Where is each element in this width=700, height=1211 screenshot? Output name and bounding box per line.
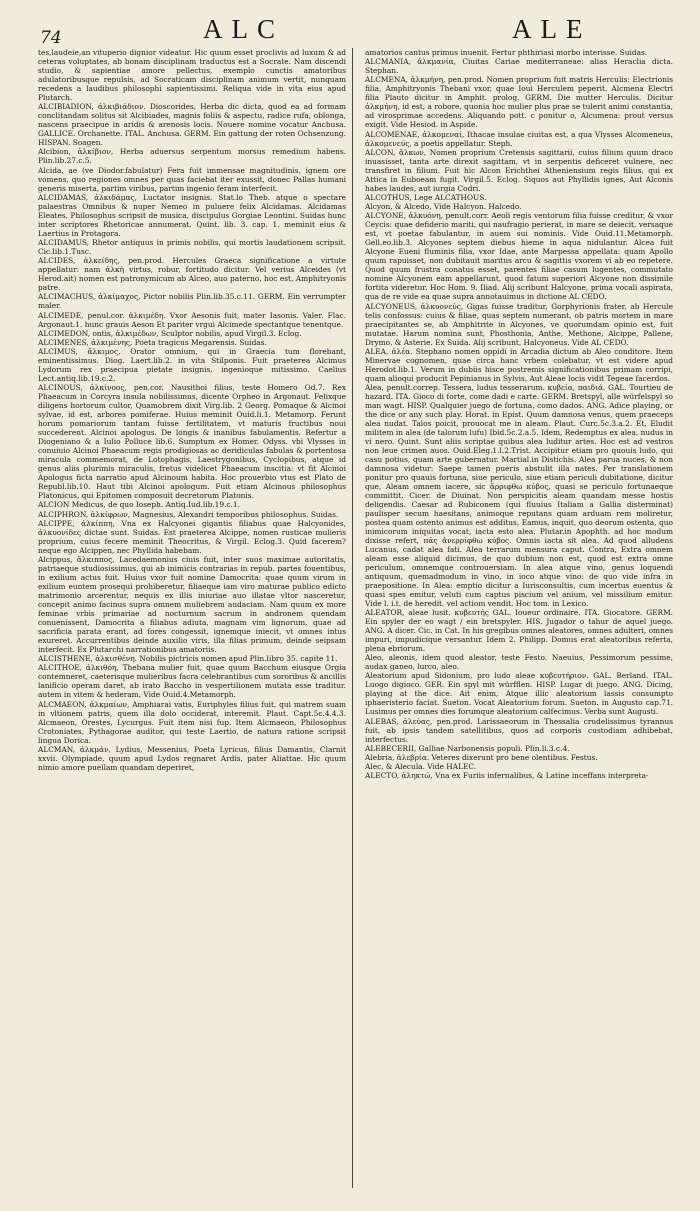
- right-column: [365, 48, 673, 1188]
- page-header: [0, 8, 700, 48]
- dictionary-entry: ALCMAN, ἀλκμάν, Lydius, Messenius, Poeta Lyricus, filius Damantis, Clarnit xxvii. Olympiade, quum apud Lydos regnaret Ardis, pater Aliattae. Hic quum nimio amore puellam quandam deperiret,: [38, 744, 346, 772]
- page-number: 74: [40, 28, 62, 48]
- dictionary-entry: ALCIMEDON, ontis, ἀλκιμέδων, Sculptor nobilis, apud Virgil.3. Eclog.: [38, 328, 302, 338]
- dictionary-entry: ALCYONE, ἀλκυόνη, penult.corr. Aeoli regis ventorum filia fuisse creditur, & vxor Ceycis: quae defiderio mariti, qui naufragio perierat, in mare se deiecit, versaque est, vt poetae fabulantur, in auem sui nominis. Vide Ouid.11.Metamorph. Gell.eo.lib.3. Alcyones septem diebus hieme in aqua nidulantur. Alcea fuit Alcyone Eueni fluminis filia, vxor Idae, ante Marpessa appellata: quam Apollo quum rapuisset, non dubitauit maritus arcu & sagittis vxorem vi ab eo repetere. Quod quum frustra conatus esset, parentes filiae casum lugentes, commutato nomine Alcyonem eam appellarunt, quod fatum superiori Alcyone non dissimile fortita videretur. Hoc Hom. 9. Iliad. Alij scribunt Halcyone, prima vocali aspirata, qua de re vide ea quae supra annotauimus in dictione AL CEDO.: [365, 211, 673, 302]
- dictionary-entry: ALCISTHENE, ἀλκισθένη. Nobilis pictricis nomen apud Plin.libro 35. capite 11.: [38, 654, 338, 664]
- dictionary-entry: ALCIBIADION, ἀλκιβιάδιον. Dioscorides, Herba dic dicta, quod ea ad formam conclitandam solitus sit Alcibiades, magnis foliis & aspectu, radice rufa, oblonga, nascens praecipue in aridis & arenosis locis. Nouere nomine vocatur Anchusa. GALLICE. Orchanette. ITAL. Anchusa. GERM. Ein gattung der roten Ochsenzung. HISPAN. Soagen.: [38, 102, 346, 148]
- dictionary-entry: Alea, penult.correp. Tessera, ludus tesserarum. κυβεία, παιδιά. GAL. Tourtieu de hazard. ITA. Gioco di forte, come dadi e carte. GERM. Bretspyl, alle würfelspyl so man wagt. HISP. Qualquier juego de fortuna, como dados. ANG. Adice playing, or the dice or any such play. Horat. in Epist. Quum damnosa venus, quem praeceps alea nudat. Talos poicit, prouocat me in aleam. Plaut. Curc.5c.3.a.2. Et, Eludit militem in alea (de talorum lufu) Ibid.5c.2.a.5. Idem, Redemptus ex alea, nudus in vi nero. Quint. Sunt aliis scriptae quibus alea luditur artes. Hoc est ad vestros non leue crimen auos. Ouid.Eleg.1.l.2.Trist. Accipitur etiam pro quouis ludo, qui casu potius, quam arte gubernatur. Martial.in Distichis. Alea parua nuces, & non damnosa videtur: Saepe tamen pueris abstulit illa nates. Per translationem ponitur pro quauis fortuna, siue periculo, siue etiam periculi dubitatione, dicitur que, Aleam omnem iacere, sic ἄρριφθω κύβος, quasi se periculo fortunaeque committit. Cicer. de Diuinat. Non perspicitis aleam quandam messe hostis deligendis. Caesar ad Rubiconem (qui fluuius Italiam a Gallia disterminat) paulisper secum haesitans, animoque reputans quam arduam rem moliretur, postea quam ostento animus est additus, Eamus, inquit, quo deorum ostenta, quo inimicorum iniquitas vocat, iacta esto alea. Plutar.in Apophth. ad hoc modum dixisse refert, πᾶς ἀνερρίφθω κύβος. Omnis iacta sit alea. Ad quod alludens Lucanus, cadat alea fati. Alea terrarum mensura caput. Contra, Extra omnem aleam esse aliquid dicimus, de quo dubium non est, quod est extra omne periculum, omnemque controuersiam. In alea atque vino, genus loquendi antiquum, quemadmodum in vino, in ioco atque vino: de quo vide infra in praepositione. In Alea: emptio dicitur a Iurisconsultis, cum incertus euentus & quasi spes emitur, veluti cum captus piscium vel anium, vel missilium emitur. Vide l. i.t. de heredit. vel actiom vendit. Hoc tom. in Lexico.: [365, 382, 673, 608]
- dictionary-entry: ALEBAS, ἀλεύας, pen.prod. Larissaeorum in Thessalia crudelissimus tyrannus fuit, ab ipsis tandem satellitibus, quos ad corporis custodiam adhibebat, interfectus.: [365, 716, 673, 744]
- dictionary-entry: ALCION Medicus, de quo Ioseph. Antiq.Iud.lib.19.c.1.: [38, 500, 240, 510]
- right-running-title: ALE: [512, 14, 592, 44]
- dictionary-entry: Alcida, ae (ve Diodor.fabulatur) Fera fuit immensae magnitudinis, ignem ore vomens, quo regiones omnes per quas faciebat iter exussit, donec Pallas humani generis miserta, partim viribus, partim ingenio feram interfecit.: [38, 165, 346, 193]
- dictionary-entry: ALCIMEDE, penul.cor. ἀλκιμέδη. Vxor Aesonis fuit, mater Iasonis. Valer. Flac. Argonaut.1. hunc grauis Aeson Et pariter vrgui Alcimede spectantque tenentque.: [38, 310, 346, 329]
- dictionary-entry: ALCMANIA, ἀλκμανία, Ciuitas Cariae mediterraneae: alias Heraclia dicta. Stephan.: [365, 57, 673, 76]
- dictionary-entry: ALECTO, ἀληκτώ, Vna ex Furiis infernalibus, & Latine inceffans interpreta-: [365, 771, 649, 781]
- dictionary-entry: Alec, & Alecula. Vide HALEC.: [365, 762, 477, 772]
- dictionary-entry: ALCON, ἄλκων, Nomen proprium Cretensis sagittarii, cuius filium quum draco inuasisset, tanta arte direxit sagittam, vt in serpentis deficeret vulnere, nec transfiret in filium. Fuit hic Alcon Erichthei Atheniensium regis filius, qui ex Attica in Euboeam fugit. Virgil.5. Eclog. Siquos aut Phyllidis ignes, Aut Alconis habes laudes, aut iurgia Codri.: [365, 147, 673, 193]
- left-running-title: ALC: [203, 14, 284, 44]
- dictionary-entry: ALEATOR, aleae lusit. κυβευτής GAL. Ioueur ordinaire. ITA. Giocatore. GERM. Ein spyler der eo wagt / ein bretspyler. HIS. Jugador o tahur de aquel juego. ANG. A dicer. Cic. in Cat. In his gregibus omnes aleatores, omnes adulteri, omnes impuri, impudicique versantur. Idem 2. Philipp. Domus erat aleatoribus referta, plena ebriorum.: [365, 608, 673, 654]
- dictionary-entry: ALCIDAMAS, ἀλκιδάμας, Luctator insignis. Stat.lo Theb. atque o spectare palaestras Omnibus & nuper Nemeo in puluere felix Alcidamas. Alcidamas Eleates, Philosophus scripsit de musica, discipulus Gorgiae Leontini. Suidas hunc inter scriptores Rhetoricae annumerat. Quint. lib. 3. cap. 1. meminit eius & Laertius in Protagora.: [38, 192, 346, 238]
- dictionary-entry: ALCOTHUS, Lege ALCATHOUS.: [365, 192, 487, 202]
- left-column: [38, 48, 346, 1188]
- dictionary-entry: ALCINOUS, ἀλκίνοος, pen.cor. Nausithoi filius, teste Homero Od.7. Rex Phaeacum in Corcyra insula nobilissimus, dicente Orpheo in Argonaut. Felixque diligens hortorum cultor, Quamobrem dixit Virg.lib. 2 Georg. Pomaque & Alcinoi sylvae, id est, arbores pomiferae. Huius meminit Ouid.li.1. Metamorp. Ferunt horum pomariorum tantam fuisse fertilitatem, vt maturis fructibus noui succederent. Alcinoi apologus. De longis & inanibus fabulamentis. Refertur a Diogeniano & a Iulio Polluce lib.6. Sumptum ex Homer. Odyss. vbi Vlysses in conuiuio Alcinoi Phaeacum regis prodigiosas ac deridiculas fabulas & portentosa miracula commemorat, de Lotophagis, Laestrygonibus, Cyclopibus, atque id genus aliis plurimis miraculis, fretus videlicet Phaeacum inscitia: vt fit Alcinoi Apologus ficta narratio apud Alcinoum habita. Hoc prouerbio vtus est Plato de Republ.lib.10. Haut tibi Alcinoi apologum. Fuit etiam Alcinous philosophus Platonicus, qui Epitomen composuit decretorum Platonis.: [38, 383, 346, 501]
- dictionary-entry: ALCIDAMUS, Rhetor antiquus in primis nobilis, qui mortis laudationem scripsit. Cic.lib.1.Tusc.: [38, 237, 346, 256]
- dictionary-entry: ALCOMENAE, ἀλκομεναί, Ithacae insulae ciuitas est, a qua Vlysses Alcomeneus, ἀλκομενεύς, a poetis appellatur. Steph.: [365, 129, 673, 148]
- dictionary-entry: ALEA, ἀλέα. Stephano nomen oppidi in Arcadia dictum ab Aleo conditore. Item Minervae cognomen, quae circa hanc vrbem colebatur, vt est videre apud Herodot.lib.1. Verum in dubiis hisce postremis significationibus primam corripi, quam alioqui producit Pepinianus in Sylvis, Aut Aleae locis vidit Tegeae facerdos.: [365, 346, 673, 383]
- dictionary-entry: ALCYONEUS, ἀλκυονεύς, Gigas fuisse traditur, Gorphyrionis frater, ab Hercule telis confossus: cuius & filiae, quas septem numerant, ob patris mortem in mare praecipitantes se, ab Amphitrite in Alcyones, ve quorumdam opinio est, fuit mutatae. Harum nomina sunt, Phosthonia, Anthe, Methone, Alcippe, Pallene, Drymo, & Asterie. Ex Suida. Alij scribunt, Halcyoneus. Vide AL CEDO.: [365, 301, 673, 347]
- dictionary-entry: Aleatorium apud Sidonium, pro ludo aleae κυβευτήριον. GAL. Berland. ITAL. Luogo digioco. GER. Ein spyl mit würfflen. HISP. Lugar di juego. ANG. Dicing, playing at the dice. Ait enim, Atque illic aleatorium lassis consumpto iphaeristerio faciat. Sueton. Vocat Aleatorium forum. Sueton. in Augusto cap.71. Lusimus per omnes dies forumque aleatorium calfecimus. Verba sunt Augusti.: [365, 671, 673, 717]
- dictionary-entry: tes,laudeie,an vituperio dignior videatur. Hic quum esset proclivis ad luxum & ad ceteras voluptates, ab bonam disciplinam traductus est a Socrate. Nam discendi studio, & sapientiae amore pellectus, exemplo cunctis amatoribus adulatoribusque repulsis, ad Socraticam disciplinam animum vertit, nunquam recedens a laudibus philosophi sapientissimi. Reliqua vide in vita eius apud Plutarch.: [38, 48, 346, 102]
- dictionary-entry: Alebria, ἀλεβρία. Veteres dixerunt pro bene olentibus. Festus.: [365, 753, 598, 762]
- dictionary-entry: Alcippus, ἄλκιππος, Lacedaemonius ciuis fuit, inter suos maximae autoritatis, patriaeque studiosissimus, qui ab inimicis contrarias in repub. partes fouentibus, in exilium actus fuit. Huius vxor fuit nomine Damocrita: quae quum virum in exilium euntem prosequi prohiberetur, filiaeque iam viro maturae publico edicto matrimonio arcerentur, nequis ex illis iniuriae auo illatae vltor nasceretur, concepit animo facinus supra omnem muliebrem audaciam. Nam quum ex more feminae vrbis primariae ad nocturnum sacrum in andronem quendam conuenissent, Damocrita a filiabus adiuta, magnam vim lignorum, quae ad sacrificia parata erant, ad fores congessit, ignemque iniecit, vt omnes intus exureret. Accurrentibus deinde auxilio viris, illa filias primum, deinde seipsam interfecit. Ex Plutarchi narrationibus amatoriis.: [38, 555, 346, 654]
- dictionary-entry: ALCIPHRON, ἀλκίφρων, Magnesius, Alexandri temporibus philosophus. Suidas.: [38, 509, 339, 519]
- dictionary-entry: ALCIMENES, ἀλκιμένης, Poeta tragicus Megarensis. Suidas.: [38, 337, 267, 347]
- dictionary-entry: Alcyon, & Alcedo, Vide Halcyon. Halcedo.: [365, 202, 522, 212]
- dictionary-entry: Aleo, aleonis, idem quod aleator, teste Festo. Naeuius, Pessimorum pessime, audax ganeo, lurco, aleo.: [365, 653, 673, 672]
- column-divider: [352, 48, 353, 1188]
- dictionary-entry: ALEBECERII, Galliae Narbonensis populi. Plin.li.3.c.4.: [365, 743, 570, 753]
- dictionary-entry: ALCITHOE, ἀλκιθόη, Thebana mulier fuit, quae quum Bacchum eiusque Orgia contemneret, caeterisque mulieribus facra celebrantibus cum sororibus & ancillis lanificio operam daret, ab irato Baccho in vespertilionem mutata esse traditur. autem in vitem & hederam, Vide Ouid.4.Metamorph.: [38, 663, 346, 700]
- dictionary-entry: ALCIDES, ἀλκείδης, pen.prod. Hercules Graeca significatione a virtute appellatur: nam ἀλκὴ virtus, robur, fortitudo dicitur. Vel verius Alceides (vt Herod.ait) nomen est patronymicum ab Alceo, auo paterno, hoc est, Amphitryonis patre.: [38, 256, 346, 293]
- dictionary-entry: ALCIMACHUS, ἀλκίμαχος, Pictor nobilis Plin.lib.35.c.11. GERM. Ein verrumpter maler.: [38, 292, 346, 311]
- dictionary-entry: ALCMAEON, ἀλκμαίων, Amphiarai vatis, Euriphyles filius fuit, qui matrem suam in vltionem patris, quem illa dolo occiderat, interemit. Plaut. Capt.5c.4.4.3. Alcmaeon, Orestes, Lycurgus. Fuit item nisi fup. Item Alcmaeon, Philosophus Crotoniates, Pythagorae auditor, qui teste Laertio, de natura ratione scripsit lingua Dorica.: [38, 699, 346, 745]
- dictionary-entry: ALCIPPE, ἀλκίππη, Vna ex Halcyonei gigantis filiabus quae Halcyonides, ἁλκυονίδες dictae sunt. Suidas. Est praeterea Alcippe, nomen rusticae mulieris proprium, cuius fecere meminit Theocritus, & Virgil. Eclog.3. Quid facerem? neque ego Alcippen, nec Phyllida habebam.: [38, 518, 346, 555]
- dictionary-entry: ALCIMUS, ἄλκιμος, Orator omnium, qui in Graecia tum florebant, eminentissimus. Diog. Laert.lib.2. in vita Stilponis. Fuit praeterea Alcimus Lydorum rex praecipua pietate insignis, ingenioque mitissimo. Caelius Lect.antiq.lib.19.c.2.: [38, 347, 346, 384]
- dictionary-entry: ALCMENA, ἀλκμήνη, pen.prod. Nomen proprium fuit matris Herculis: Electrionis filia, Amphitryonis Thebani vxor, quae Ioui Herculem peperit. Alcmena Electri filia Plauto dicitur in Amphit. prolog. GERM. Die mutter Herculis. Dicitur ἀλκμήνη, id est, a robore, quonia hoc mulier plus prae se tulerit animi constantia, ad virosprimae accedens. Aliquando pott. c ponitur o, Alcumena: prout versus exigit. Vide Hesiod. in Aspide.: [365, 75, 673, 130]
- dictionary-entry: Alcibion, ἀλκίβιον, Herba aduersus serpentum morsus remedium habens. Plin.lib.27.c.5.: [38, 147, 346, 166]
- dictionary-entry: amatorios cantus primus inuenit. Fertur phthiriasi morbo interisse. Suidas.: [365, 48, 648, 57]
